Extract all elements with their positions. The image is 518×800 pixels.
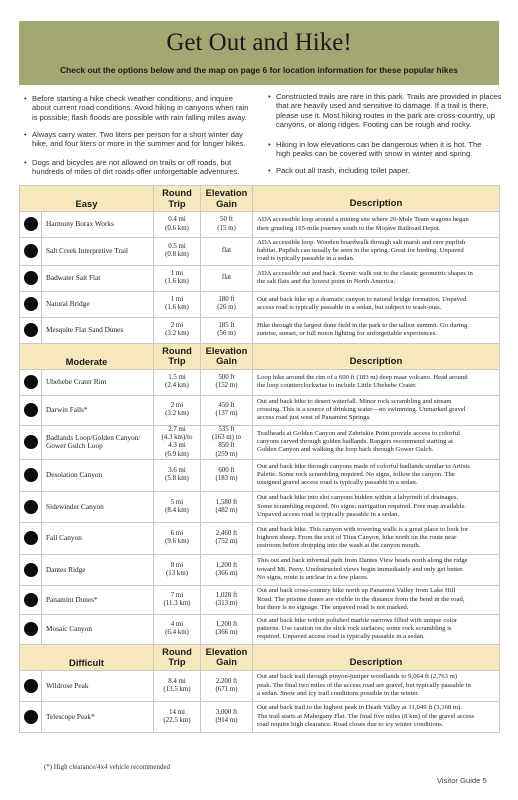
map-marker-icon (24, 622, 38, 636)
gain-line: (366 m) (215, 629, 238, 637)
gain-line: (183 m) (215, 475, 238, 483)
tip-item (268, 166, 504, 175)
gain-line: (15 m) (217, 224, 236, 232)
description-line: access road is typically passable in a sedan, but subject to wash-outs. (257, 304, 442, 312)
hike-name (42, 614, 154, 644)
map-marker-cell (20, 212, 42, 238)
hike-name (42, 670, 154, 701)
hike-name (42, 212, 154, 238)
tip-line: canyons, or along ridges. Footing can be rough and rocky. (276, 120, 472, 130)
map-marker-icon (24, 593, 38, 607)
distance-line: 3.6 mi (168, 467, 186, 474)
gain-line: (914 m) (215, 716, 238, 724)
gain-line: (366 m) (215, 569, 238, 577)
round-trip-header (154, 343, 201, 369)
map-marker-icon (24, 500, 38, 514)
tip-item (24, 130, 260, 149)
gain-line: 1,028 ft (215, 591, 238, 599)
distance-line: (13 km) (165, 569, 188, 577)
hike-name-line: Ubehebe Crater Rim (46, 376, 107, 386)
distance-line: 0.4 mi (168, 216, 186, 224)
tip-line: hundreds of miles of dirt roads offer unforgettable adventures. (32, 167, 240, 177)
distance-line: 0.5 mi (168, 243, 186, 250)
distance-line: (1.6 km) (165, 304, 189, 312)
elevation-gain (201, 585, 253, 614)
header-line: Gain (216, 355, 237, 367)
gain-line: 185 ft (218, 321, 235, 329)
elevation-gain (201, 614, 253, 644)
description-line: The trail starts at Mahogany Flat. The final five miles (8 km) of the gravel access (257, 712, 475, 720)
hike-name-line: Fall Canyon (46, 533, 82, 542)
hike-name-line: Mesquite Flat Sand Dunes (46, 324, 124, 334)
header-line: Gain (216, 656, 237, 668)
description-line: Out and back hike. This canyon with towering walls is a great place to look for (257, 525, 469, 533)
distance-line: (3.2 km) (165, 410, 189, 418)
description-line: road require high clearance. Road closes due to icy winter conditions. (257, 720, 444, 728)
gain-line: 600 ft (218, 467, 235, 474)
distance-line: 4.3 mi (168, 442, 186, 450)
gain-line: (137 m) (215, 410, 238, 418)
description-line: their grueling 165-mile journey south to the Mojave Railroad Depot. (257, 224, 441, 232)
hike-name-line: Telescope Peak* (46, 711, 95, 721)
round-trip-distance (154, 212, 201, 238)
gain-line: (482 m) (215, 506, 238, 514)
hike-row (20, 317, 500, 343)
hike-name-line: Dantes Ridge (46, 564, 86, 574)
hike-name-line: Darwin Falls* (46, 404, 88, 414)
header-line: Round (162, 645, 192, 657)
hikes-table (19, 185, 500, 733)
description-line: This out and back informal path from Dantes View heads north along the ridge (257, 557, 468, 565)
hike-name-line: Mosaic Canyon (46, 624, 93, 633)
distance-line: (3.2 km) (165, 330, 189, 338)
gain-line: 450 ft (218, 401, 235, 409)
page-title: Get Out and Hike! (166, 29, 352, 56)
distance-line: (0.8 km) (165, 251, 189, 259)
hike-description (253, 585, 500, 614)
hike-name (42, 522, 154, 554)
section-header-row (20, 644, 500, 670)
tip-line: that are heavily used and sensitive to damage. If a trail is there, (276, 101, 489, 111)
map-marker-icon (24, 244, 38, 258)
description-line: Out and back hike into slot canyons hidden within a labyrinth of drainages. (257, 494, 459, 502)
description-line: Out and back cross-country hike north up Panamint Valley from Lake Hill (257, 587, 456, 595)
map-marker-cell (20, 369, 42, 395)
footnote: (*) High clearance/4x4 vehicle recommended (44, 764, 170, 771)
hike-name (42, 459, 154, 491)
tip-line: • Always carry water. Two liters per person for a short winter day (32, 130, 243, 139)
hike-name-line: Harmony Borax Works (46, 219, 114, 229)
round-trip-distance (154, 317, 201, 343)
map-marker-cell (20, 291, 42, 317)
tip-line: • Before starting a hike check weather conditions, and inquire (32, 94, 233, 103)
round-trip-distance (154, 291, 201, 317)
hike-description (253, 425, 500, 459)
hike-name (42, 291, 154, 317)
description-line: Out and back hike up a dramatic canyon to natural bridge formation. Unpaved (257, 295, 467, 303)
elevation-gain (201, 459, 253, 491)
hike-row (20, 238, 500, 266)
map-marker-icon (24, 217, 38, 231)
distance-line: (9.6 km) (165, 538, 189, 546)
gain-line: (313 m) (215, 599, 238, 607)
map-marker-cell (20, 491, 42, 522)
tip-line: hike, and four liters or more in the summer and for longer hikes. (32, 139, 246, 149)
map-marker-cell (20, 395, 42, 425)
difficulty-label: Moderate (20, 343, 154, 369)
description-line: No signs, route is unclear in a few places. (257, 573, 369, 581)
distance-line: (6.4 km) (165, 629, 189, 637)
gain-line: 3,000 ft (215, 708, 238, 716)
distance-line: (0.6 km) (165, 224, 189, 232)
map-marker-cell (20, 614, 42, 644)
description-line: Palette. Some rock scrambling required. No signs, follow the canyon. The (257, 471, 455, 479)
tip-item (268, 92, 504, 130)
tip-item (268, 140, 504, 159)
distance-line: (2.4 km) (165, 382, 189, 390)
hike-description (253, 291, 500, 317)
tip-line: please use it. Most hiking routes in the park are cross-country, up (276, 110, 495, 120)
map-marker-icon (24, 468, 38, 482)
distance-line: (1.6 km) (165, 278, 189, 286)
gain-line: 500 ft (218, 373, 235, 381)
gain-line: flat (221, 247, 232, 255)
description-line: crossing. This is a source of drinking water—no swimming. Unmarked gravel (257, 406, 466, 413)
map-marker-icon (24, 271, 38, 285)
description-line: a sedan. Snow and icy trail conditions possible in the winter. (257, 689, 419, 697)
gain-line: 1,200 ft (215, 561, 238, 569)
distance-line: 1 mi (170, 295, 184, 303)
section-header-row (20, 343, 500, 369)
hike-row (20, 670, 500, 701)
map-marker-cell (20, 670, 42, 701)
hike-description (253, 522, 500, 554)
map-marker-icon (24, 531, 38, 545)
tip-line: is possible; flash floods are possible with rain falling miles away. (32, 112, 247, 122)
header-line: Elevation (205, 645, 248, 657)
map-marker-cell (20, 459, 42, 491)
description-line: bighorn sheep. From the exit of Titus Canyon, hike north on the route near (257, 534, 457, 542)
hike-description (253, 369, 500, 395)
gain-line: 180 ft (218, 295, 235, 303)
elevation-gain (201, 369, 253, 395)
section-header-row (20, 186, 500, 212)
hike-description (253, 317, 500, 343)
gain-line: 850 ft (218, 442, 235, 450)
description-line: habitat. Pupfish can usually be seen in the spring. Great for birding. Unpaved (257, 247, 464, 255)
hike-name (42, 317, 154, 343)
gain-line: (671 m) (215, 685, 238, 693)
hike-name (42, 701, 154, 732)
distance-line: 6 mi (170, 530, 184, 537)
tip-line: • Constructed trails are rare in this park. Trails are provided in places (276, 92, 502, 101)
description-line: ADA accessible loop. Wooden boardwalk through salt marsh and rare pupfish (257, 239, 466, 246)
tip-line: about current road conditions. Avoid hiking in canyons when rain (32, 103, 249, 113)
description-line: Out and back hike to desert waterfall. Minor rock scrambling and stream (257, 397, 452, 405)
hike-name-line: Sidewinder Canyon (46, 501, 104, 511)
hike-name-line: Desolation Canyon (46, 470, 103, 479)
round-trip-distance (154, 670, 201, 701)
distance-line: 14 mi (169, 708, 185, 716)
distance-line: 8.4 mi (168, 677, 186, 685)
description-line: but there is no signage. The unpaved road is not marked. (257, 603, 409, 611)
gain-line: 2,200 ft (215, 677, 238, 685)
description-header: Description (253, 186, 500, 212)
hike-description (253, 554, 500, 585)
round-trip-distance (154, 459, 201, 491)
description-line: toward Mt. Perry. Unobstructed views begin immediately and only get better. (257, 565, 464, 573)
map-marker-cell (20, 265, 42, 291)
distance-line: (6.9 km) (165, 450, 189, 458)
hike-name-line: Gower Gulch Loop (46, 441, 103, 451)
tip-item (24, 158, 260, 177)
description-line: peak. The final two miles of the access road are gravel, but typically passable in (257, 681, 471, 689)
hike-row (20, 614, 500, 644)
description-line: required. Unpaved access road is typically passable in a sedan. (257, 633, 425, 641)
distance-line: 2 mi (170, 321, 184, 329)
elevation-gain-header (201, 186, 253, 212)
distance-line: 2.7 mi (168, 425, 186, 433)
gain-line: (752 m) (215, 538, 238, 546)
hike-name (42, 585, 154, 614)
description-line: the loop counterclockwise to include Little Ubehebe Crater. (257, 382, 417, 390)
description-line: unsigned gravel access road is typically passable in a sedan. (257, 479, 418, 487)
distance-line: 7 mi (170, 591, 184, 599)
header-line: Round (162, 344, 192, 356)
hike-name-line: Badwater Salt Flat (46, 272, 101, 282)
hike-description (253, 265, 500, 291)
map-marker-cell (20, 238, 42, 266)
tip-item (24, 94, 260, 122)
round-trip-distance (154, 238, 201, 266)
description-line: Loop hike around the rim of a 600 ft (183 m) deep maar volcano. Head around (257, 373, 468, 381)
gain-line: 2,460 ft (215, 530, 238, 537)
hike-description (253, 701, 500, 732)
tip-line: high peaks can be covered with snow in winter and spring. (276, 149, 473, 159)
map-marker-cell (20, 585, 42, 614)
description-line: Out and back hike through canyons made of colorful badlands similar to Artists (257, 462, 470, 470)
tip-line: • Dogs and bicycles are not allowed on trails or off roads, but (32, 158, 232, 167)
elevation-gain (201, 395, 253, 425)
round-trip-distance (154, 585, 201, 614)
description-header: Description (253, 343, 500, 369)
hike-description (253, 238, 500, 266)
gain-line: 1,580 ft (215, 498, 238, 506)
elevation-gain-header (201, 343, 253, 369)
hike-row (20, 554, 500, 585)
description-line: restroom before dropping into the wash at the canyon mouth. (257, 542, 421, 550)
page-subtitle: Check out the options below and the map on page 6 for location information for these popular hikes (60, 65, 458, 75)
hike-row (20, 265, 500, 291)
elevation-gain (201, 491, 253, 522)
round-trip-header (154, 644, 201, 670)
distance-line: (4.3 km)/to (161, 433, 193, 441)
header-line: Trip (168, 355, 186, 367)
elevation-gain (201, 522, 253, 554)
description-line: sunrise, sunset, or full moon lighting for unforgettable experiences. (257, 330, 437, 338)
elevation-gain (201, 670, 253, 701)
difficulty-label: Difficult (20, 644, 154, 670)
description-line: ADA accessible out and back. Scenic walk out to the classic geometric shapes in (257, 269, 473, 277)
hike-description (253, 670, 500, 701)
round-trip-distance (154, 425, 201, 459)
elevation-gain (201, 425, 253, 459)
gain-line: (163 m) to (211, 433, 242, 441)
description-line: Out and back trail through pinyon-juniper woodlands to 9,064 ft (2,763 m) (257, 673, 458, 681)
hike-row (20, 212, 500, 238)
hike-row (20, 291, 500, 317)
description-header: Description (253, 644, 500, 670)
description-line: Unpaved access road is typically passable in a sedan. (257, 510, 400, 518)
header-line: Elevation (205, 344, 248, 356)
title-banner (19, 21, 499, 85)
elevation-gain-header (201, 644, 253, 670)
hike-name-line: Wildrose Peak (46, 680, 89, 690)
description-line: Hike through the largest dune field in the park to the tallest summit. Go during (257, 321, 468, 329)
gain-line: (152 m) (215, 382, 238, 390)
gain-line: (259 m) (215, 450, 238, 458)
map-marker-cell (20, 425, 42, 459)
page-number: Visitor Guide 5 (437, 776, 487, 785)
gain-line: flat (221, 273, 232, 281)
distance-line: (22.5 km) (163, 716, 191, 724)
header-line: Trip (168, 197, 186, 209)
header-line: Gain (216, 197, 237, 209)
hike-name (42, 395, 154, 425)
hike-name-line: Panamint Dunes* (46, 594, 98, 604)
map-marker-icon (24, 435, 38, 449)
hike-description (253, 395, 500, 425)
description-line: Out and back trail to the highest peak in Death Valley at 11,049 ft (3,368 m). (257, 704, 463, 712)
difficulty-label: Easy (20, 186, 154, 212)
hike-name (42, 265, 154, 291)
hike-row (20, 585, 500, 614)
elevation-gain (201, 701, 253, 732)
description-line: canyons carved through golden badlands. Rangers recommend starting at (257, 438, 453, 446)
hike-name (42, 425, 154, 459)
map-marker-icon (24, 375, 38, 389)
gain-line: (56 m) (217, 330, 236, 338)
hike-description (253, 459, 500, 491)
description-line: the salt flats and the lowest point in North America. (257, 278, 396, 286)
hike-row (20, 395, 500, 425)
round-trip-distance (154, 522, 201, 554)
tip-line: • Hiking in low elevations can be dangerous when it is hot. The (276, 140, 482, 149)
distance-line: (13.5 km) (163, 685, 191, 693)
hike-row (20, 701, 500, 732)
hike-row (20, 369, 500, 395)
hike-row (20, 491, 500, 522)
map-marker-cell (20, 701, 42, 732)
hike-description (253, 212, 500, 238)
round-trip-distance (154, 369, 201, 395)
description-line: patterns. Use caution on the slick rock surfaces; some rock scrambling is (257, 625, 452, 633)
elevation-gain (201, 554, 253, 585)
distance-line: 4 mi (170, 621, 184, 628)
hike-row (20, 522, 500, 554)
round-trip-header (154, 186, 201, 212)
description-line: access road just west of Panamint Springs. (257, 414, 371, 422)
distance-line: 5 mi (170, 498, 184, 506)
hike-name (42, 554, 154, 585)
description-line: Golden Canyon and walking the loop back through Gower Gulch. (257, 446, 434, 454)
gain-line: (26 m) (217, 304, 236, 312)
gain-line: 535 ft (218, 425, 235, 433)
elevation-gain (201, 212, 253, 238)
hike-name-line: Badlands Loop/Golden Canyon/ (46, 432, 141, 442)
round-trip-distance (154, 491, 201, 522)
round-trip-distance (154, 554, 201, 585)
distance-line: 2 mi (170, 401, 184, 409)
description-line: Out and back hike within polished marble narrows filled with unique color (257, 616, 458, 624)
distance-line: (8.4 km) (165, 506, 189, 514)
hike-name (42, 369, 154, 395)
gain-line: 1,200 ft (215, 621, 238, 628)
distance-line: (11.3 km) (163, 599, 191, 607)
header-line: Round (162, 187, 192, 198)
map-marker-icon (24, 710, 38, 724)
round-trip-distance (154, 614, 201, 644)
gain-line: 50 ft (220, 216, 233, 224)
elevation-gain (201, 317, 253, 343)
map-marker-icon (24, 679, 38, 693)
map-marker-cell (20, 317, 42, 343)
header-line: Trip (168, 656, 186, 668)
map-marker-icon (24, 297, 38, 311)
hike-row (20, 425, 500, 459)
tip-line: • Pack out all trash, including toilet paper. (276, 166, 410, 175)
hike-name-line: Salt Creek Interpretive Trail (46, 246, 129, 255)
map-marker-icon (24, 563, 38, 577)
hike-description (253, 491, 500, 522)
header-line: Elevation (205, 187, 248, 198)
description-line: road is typically passable in a sedan. (257, 255, 355, 263)
elevation-gain (201, 291, 253, 317)
map-marker-icon (24, 403, 38, 417)
round-trip-distance (154, 395, 201, 425)
hike-row (20, 459, 500, 491)
description-line: Road. The pristine dunes are visible in the distance from the bend in the road, (257, 595, 465, 603)
hike-name-line: Natural Bridge (46, 298, 90, 308)
distance-line: 8 mi (170, 561, 184, 569)
description-line: Trailheads at Golden Canyon and Zabriskie Point provide access to colorful (257, 429, 460, 437)
round-trip-distance (154, 265, 201, 291)
distance-line: 1 mi (170, 269, 184, 277)
description-line: Some scrambling required. No signs; navigation required. Free map available. (257, 502, 467, 510)
description-line: ADA accessible loop around a mining site where 20-Mule Team wagons began (257, 216, 469, 224)
hike-name (42, 491, 154, 522)
map-marker-cell (20, 522, 42, 554)
hike-name (42, 238, 154, 266)
elevation-gain (201, 265, 253, 291)
elevation-gain (201, 238, 253, 266)
map-marker-cell (20, 554, 42, 585)
distance-line: 1.5 mi (168, 373, 186, 381)
map-marker-icon (24, 323, 38, 337)
distance-line: (5.8 km) (165, 475, 189, 483)
round-trip-distance (154, 701, 201, 732)
hike-description (253, 614, 500, 644)
